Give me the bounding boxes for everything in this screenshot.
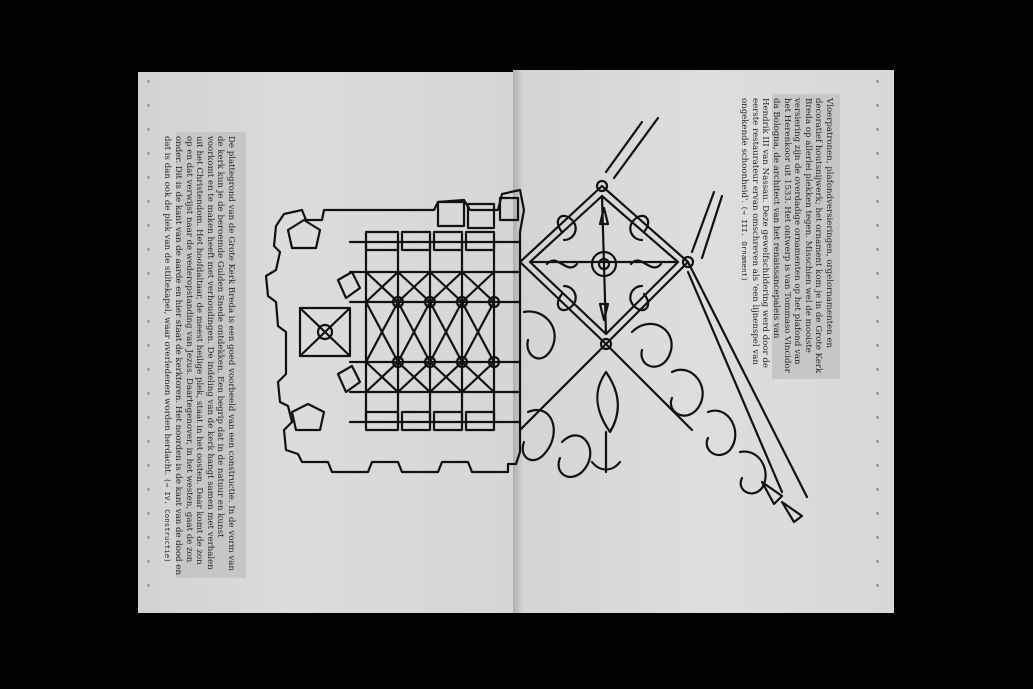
- perforation-hole: [876, 488, 879, 491]
- perforation-hole: [876, 272, 879, 275]
- perforation-hole: [147, 128, 150, 131]
- left-reference: (→ IV. Constructie): [163, 478, 173, 563]
- perforation-hole: [147, 392, 150, 395]
- perforation-hole: [876, 392, 879, 395]
- perforation-hole: [876, 584, 879, 587]
- perforation-hole: [147, 272, 150, 275]
- left-paragraph: De plattegrond van de Grote Kerk Breda is een goed voorbeeld van een constructie. In de vorm van de kerk kun je de beroemde Gulden Snede ontdekken. Een begrip dat in de natuur en kunst voorkomt en te maken heeft met verhoudingen. De indeling van de kerk hangt samen met verhalen uit het Christendom. Het hoofdaltaar, de meest heilige plek, staat in het oosten. Daar komt de zon op en dat verwijst naar de wederopstanding van Jezus. Daartegenover, in het westen, gaat de zon onder. Dit is de kant van de aarde en hier staat de kerktoren. Het noorden is de kant van de dood en dat is dan ook de plek van de stiltekapel, waar overledenen worden herdacht.: [162, 136, 236, 575]
- right-paragraph: Vloerpatronen, plafondversieringen, orgelornamenten en decoratief houtsnijwerk; het ornament kom je in de Grote Kerk Breda op allerlei plekken tegen. Misschien wel de mooiste versiering zijn de overdadige ornamenten op het plafond van het Herenkoor uit 1533. Het ontwerp is van Tommaso Vincidor da Bologna, de architect van het renaissancepaleis van Hendrik III van Nassau. Deze gewelfschildering werd door de eerste restaurateur ervan omschreven als 'een lijnenspel van ongekende schoonheid'.: [739, 98, 834, 374]
- perforation-hole: [147, 584, 150, 587]
- perforation-hole: [147, 200, 150, 203]
- perforation-hole: [147, 368, 150, 371]
- perforation-hole: [147, 104, 150, 107]
- perforation-hole: [147, 224, 150, 227]
- perforation-hole: [147, 248, 150, 251]
- perforation-hole: [876, 464, 879, 467]
- church-floor-plan-illustration: [262, 112, 822, 532]
- perforation-hole: [876, 80, 879, 83]
- right-reference: (→ III. Ornament): [740, 205, 750, 282]
- perforation-hole: [876, 224, 879, 227]
- perforation-hole: [147, 320, 150, 323]
- left-body-text: [162, 136, 236, 576]
- perforation-hole: [876, 104, 879, 107]
- perforation-hole: [876, 536, 879, 539]
- perforation-hole: [876, 176, 879, 179]
- perforation-hole: [876, 200, 879, 203]
- perforation-hole: [147, 488, 150, 491]
- perforation-hole: [147, 416, 150, 419]
- perforation-hole: [876, 560, 879, 563]
- perforation-hole: [147, 344, 150, 347]
- perforation-hole: [147, 176, 150, 179]
- perforation-hole: [147, 152, 150, 155]
- perforation-hole: [147, 440, 150, 443]
- perforation-hole: [876, 296, 879, 299]
- perforation-hole: [876, 512, 879, 515]
- perforation-hole: [876, 416, 879, 419]
- perforation-hole: [876, 320, 879, 323]
- perforation-holes-right: [876, 80, 882, 610]
- perforation-hole: [876, 248, 879, 251]
- perforation-hole: [147, 560, 150, 563]
- perforation-hole: [876, 128, 879, 131]
- left-text-block: [162, 132, 246, 578]
- perforation-hole: [876, 152, 879, 155]
- perforation-hole: [147, 536, 150, 539]
- perforation-hole: [876, 368, 879, 371]
- perforation-holes-left: [147, 80, 153, 610]
- perforation-hole: [147, 464, 150, 467]
- perforation-hole: [876, 344, 879, 347]
- perforation-hole: [147, 512, 150, 515]
- perforation-hole: [147, 80, 150, 83]
- perforation-hole: [876, 440, 879, 443]
- perforation-hole: [147, 296, 150, 299]
